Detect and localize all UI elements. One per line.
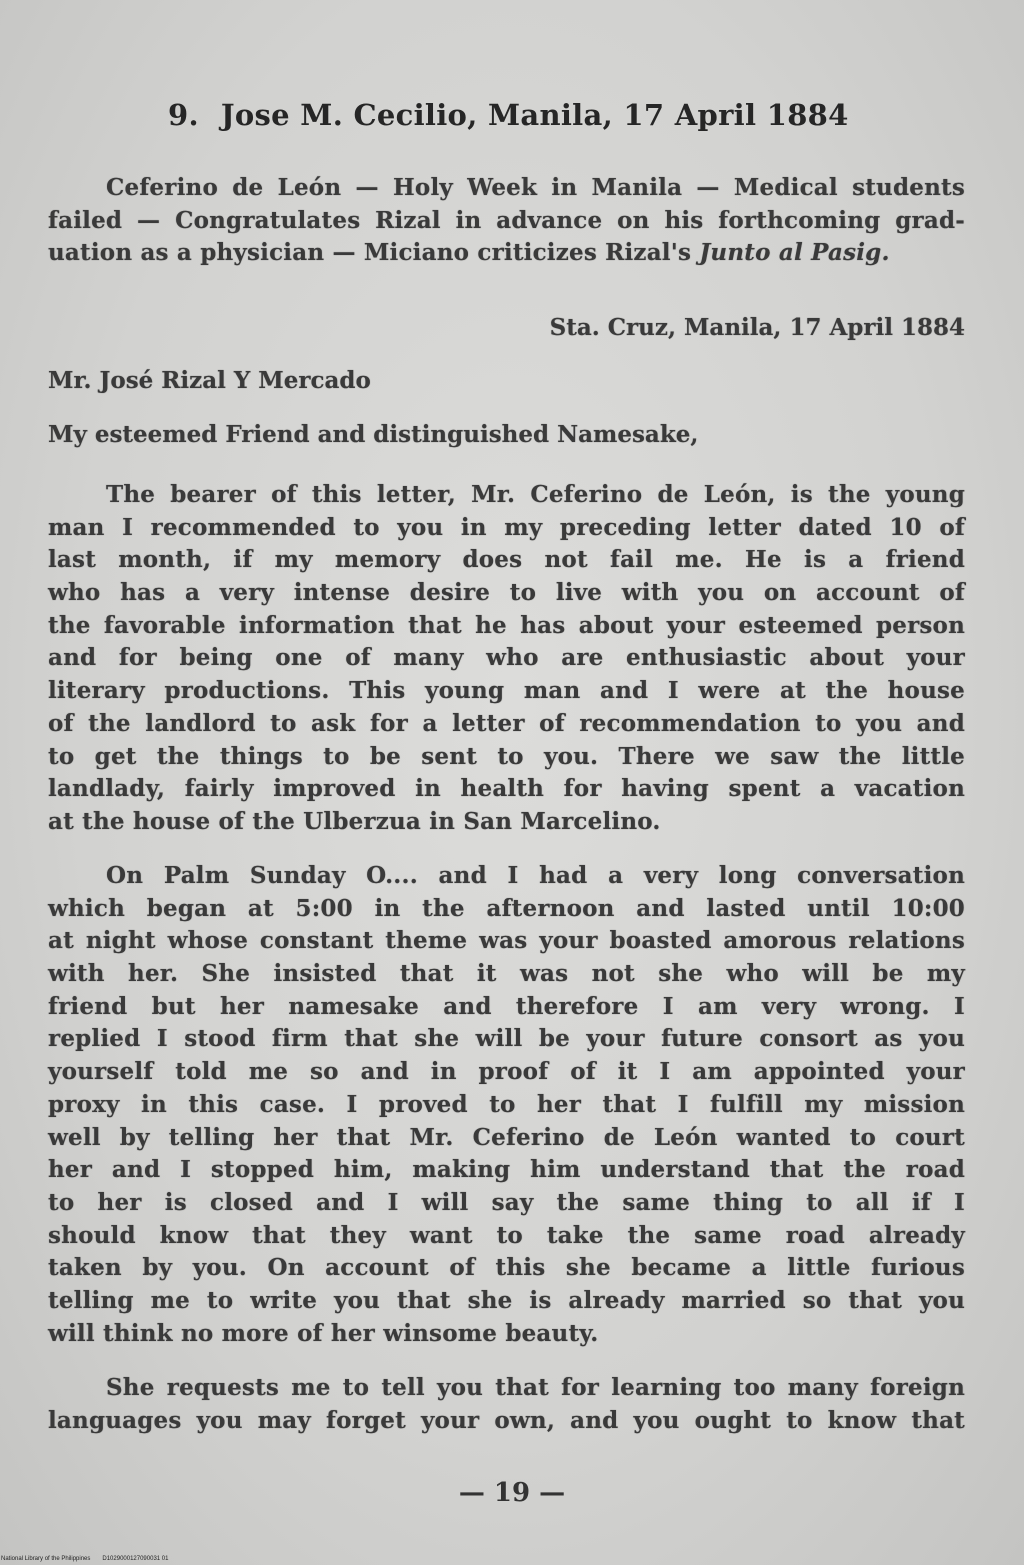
dateline: Sta. Cruz, Manila, 17 April 1884	[549, 314, 965, 341]
summary-line: failed — Congratulates Rizal in advance on his forthcoming grad-	[48, 206, 965, 234]
text-line: and for being one of many who are enthusiastic about your	[48, 644, 965, 672]
letter-summary	[48, 172, 965, 270]
text-line: who has a very intense desire to live with you on account of	[48, 579, 965, 607]
text-line: at the house of the Ulberzua in San Marcelino.	[48, 807, 661, 835]
text-line: replied I stood firm that she will be your future consort as you	[48, 1025, 965, 1053]
summary-line	[48, 237, 965, 270]
salutation: My esteemed Friend and distinguished Namesake,	[48, 421, 699, 448]
addressee: Mr. José Rizal Y Mercado	[48, 367, 371, 394]
text-line: to her is closed and I will say the same thing to all if I	[48, 1188, 965, 1216]
text-line: her and I stopped him, making him understand that the road	[48, 1156, 965, 1184]
text-line: man I recommended to you in my preceding letter dated 10 of	[48, 513, 965, 541]
text-line: taken by you. On account of this she became a little furious	[48, 1254, 965, 1282]
letter-title: Jose M. Cecilio, Manila, 17 April 1884	[220, 98, 849, 132]
summary-italic-title: Junto al Pasig.	[699, 239, 890, 267]
credit-institution: National Library of the Philippines	[1, 1556, 91, 1562]
letter-heading	[168, 98, 849, 132]
paragraph-3	[48, 1372, 965, 1437]
text-line: yourself told me so and in proof of it I am appointed your	[48, 1058, 965, 1086]
text-line: at night whose constant theme was your boasted amorous relations	[48, 927, 965, 955]
scan-credit	[1, 1556, 180, 1562]
text-line: with her. She insisted that it was not she who will be my	[48, 960, 965, 988]
text-line: of the landlord to ask for a letter of recommendation to you and	[48, 709, 965, 737]
text-line: friend but her namesake and therefore I am very wrong. I	[48, 992, 965, 1020]
text-line: languages you may forget your own, and you ought to know that	[48, 1406, 965, 1434]
credit-code: D1029000127090031 01	[102, 1556, 169, 1562]
letter-number: 9.	[168, 98, 199, 132]
summary-line: Ceferino de León — Holy Week in Manila — Medical students	[106, 174, 965, 201]
text-line: well by telling her that Mr. Ceferino de León wanted to court	[48, 1123, 965, 1151]
text-line: the favorable information that he has about your esteemed person	[48, 611, 965, 639]
paragraph-2	[48, 860, 965, 1350]
text-line: telling me to write you that she is already married so that you	[48, 1286, 965, 1314]
text-line: which began at 5:00 in the afternoon and lasted until 10:00	[48, 894, 965, 922]
text-line: literary productions. This young man and I were at the house	[48, 677, 965, 705]
text-line: The bearer of this letter, Mr. Ceferino de León, is the young	[106, 481, 965, 508]
page-number: — 19 —	[458, 1478, 566, 1508]
text-line: On Palm Sunday O.... and I had a very long conversation	[106, 862, 965, 889]
text-line: to get the things to be sent to you. There we saw the little	[48, 742, 965, 770]
text-line: last month, if my memory does not fail me. He is a friend	[48, 546, 965, 574]
text-line: should know that they want to take the same road already	[48, 1221, 965, 1249]
text-line: proxy in this case. I proved to her that I fulfill my mission	[48, 1090, 965, 1118]
paragraph-1	[48, 479, 965, 839]
text-line: She requests me to tell you that for learning too many foreign	[106, 1374, 965, 1401]
text-line: will think no more of her winsome beauty.	[48, 1319, 599, 1347]
summary-text: uation as a physician — Miciano criticizes Rizal's	[48, 239, 700, 267]
text-line: landlady, fairly improved in health for having spent a vacation	[48, 775, 965, 803]
